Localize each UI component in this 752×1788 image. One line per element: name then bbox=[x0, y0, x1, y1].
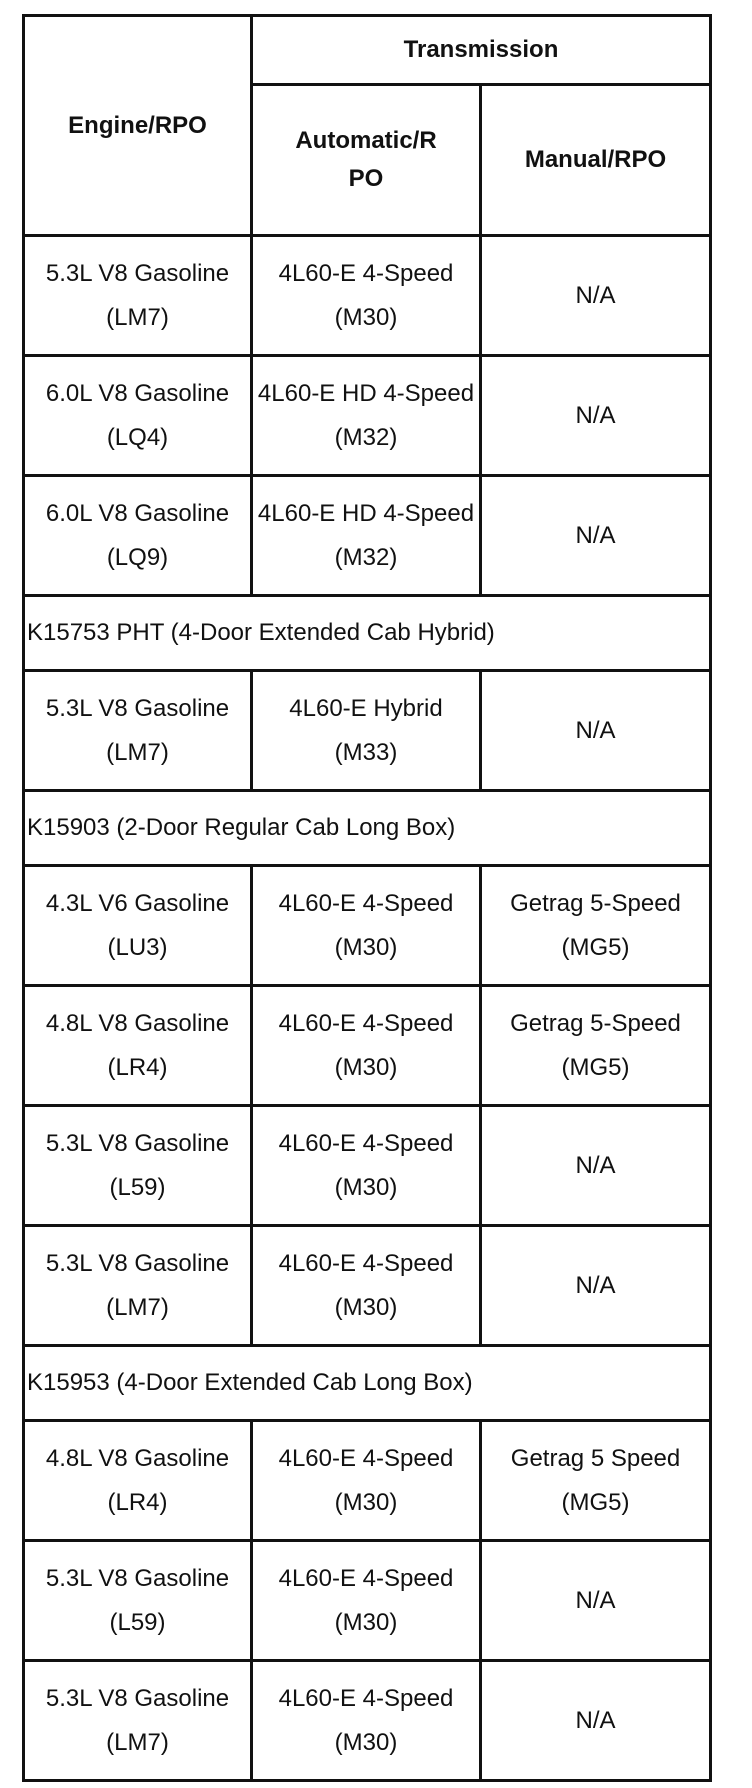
table-row bbox=[24, 1661, 711, 1781]
table-row bbox=[24, 1106, 711, 1226]
automatic-cell: 4L60-E 4-Speed (M30) bbox=[252, 866, 481, 986]
group-row bbox=[24, 791, 711, 866]
engine-cell: 5.3L V8 Gasoline (L59) bbox=[24, 1541, 252, 1661]
table-row bbox=[24, 986, 711, 1106]
manual-cell: N/A bbox=[481, 1106, 711, 1226]
manual-cell: N/A bbox=[481, 476, 711, 596]
engine-cell: 5.3L V8 Gasoline (LM7) bbox=[24, 1661, 252, 1781]
table-row bbox=[24, 1226, 711, 1346]
manual-cell: Getrag 5-Speed (MG5) bbox=[481, 986, 711, 1106]
engine-cell: 5.3L V8 Gasoline (LM7) bbox=[24, 236, 252, 356]
transmission-spec-table bbox=[22, 14, 712, 1782]
table-row bbox=[24, 356, 711, 476]
table-row bbox=[24, 476, 711, 596]
group-label: K15953 (4-Door Extended Cab Long Box) bbox=[24, 1346, 711, 1421]
manual-cell: N/A bbox=[481, 1541, 711, 1661]
group-label: K15753 PHT (4-Door Extended Cab Hybrid) bbox=[24, 596, 711, 671]
engine-cell: 6.0L V8 Gasoline (LQ9) bbox=[24, 476, 252, 596]
group-row bbox=[24, 1346, 711, 1421]
table-row bbox=[24, 866, 711, 986]
transmission-header: Transmission bbox=[252, 16, 711, 85]
manual-cell: N/A bbox=[481, 236, 711, 356]
table-row bbox=[24, 236, 711, 356]
manual-cell: N/A bbox=[481, 1661, 711, 1781]
automatic-cell: 4L60-E 4-Speed (M30) bbox=[252, 1226, 481, 1346]
engine-rpo-header: Engine/RPO bbox=[24, 16, 252, 236]
header-row-top bbox=[24, 16, 711, 85]
manual-cell: Getrag 5 Speed (MG5) bbox=[481, 1421, 711, 1541]
automatic-rpo-header: Automatic/R PO bbox=[252, 85, 481, 236]
manual-cell: Getrag 5-Speed (MG5) bbox=[481, 866, 711, 986]
table-header bbox=[24, 16, 711, 236]
table-row bbox=[24, 1541, 711, 1661]
manual-cell: N/A bbox=[481, 671, 711, 791]
engine-cell: 5.3L V8 Gasoline (LM7) bbox=[24, 1226, 252, 1346]
automatic-cell: 4L60-E HD 4-Speed (M32) bbox=[252, 356, 481, 476]
automatic-cell: 4L60-E HD 4-Speed (M32) bbox=[252, 476, 481, 596]
automatic-cell: 4L60-E 4-Speed (M30) bbox=[252, 986, 481, 1106]
automatic-cell: 4L60-E 4-Speed (M30) bbox=[252, 1661, 481, 1781]
automatic-cell: 4L60-E 4-Speed (M30) bbox=[252, 236, 481, 356]
automatic-cell: 4L60-E 4-Speed (M30) bbox=[252, 1421, 481, 1541]
automatic-cell: 4L60-E Hybrid (M33) bbox=[252, 671, 481, 791]
manual-cell: N/A bbox=[481, 1226, 711, 1346]
manual-cell: N/A bbox=[481, 356, 711, 476]
group-row bbox=[24, 596, 711, 671]
engine-cell: 4.8L V8 Gasoline (LR4) bbox=[24, 1421, 252, 1541]
table-row bbox=[24, 1421, 711, 1541]
engine-cell: 4.3L V6 Gasoline (LU3) bbox=[24, 866, 252, 986]
engine-cell: 5.3L V8 Gasoline (L59) bbox=[24, 1106, 252, 1226]
engine-cell: 5.3L V8 Gasoline (LM7) bbox=[24, 671, 252, 791]
engine-cell: 4.8L V8 Gasoline (LR4) bbox=[24, 986, 252, 1106]
group-label: K15903 (2-Door Regular Cab Long Box) bbox=[24, 791, 711, 866]
manual-rpo-header: Manual/RPO bbox=[481, 85, 711, 236]
engine-cell: 6.0L V8 Gasoline (LQ4) bbox=[24, 356, 252, 476]
table-row bbox=[24, 671, 711, 791]
automatic-cell: 4L60-E 4-Speed (M30) bbox=[252, 1541, 481, 1661]
table-body bbox=[24, 236, 711, 1781]
automatic-cell: 4L60-E 4-Speed (M30) bbox=[252, 1106, 481, 1226]
